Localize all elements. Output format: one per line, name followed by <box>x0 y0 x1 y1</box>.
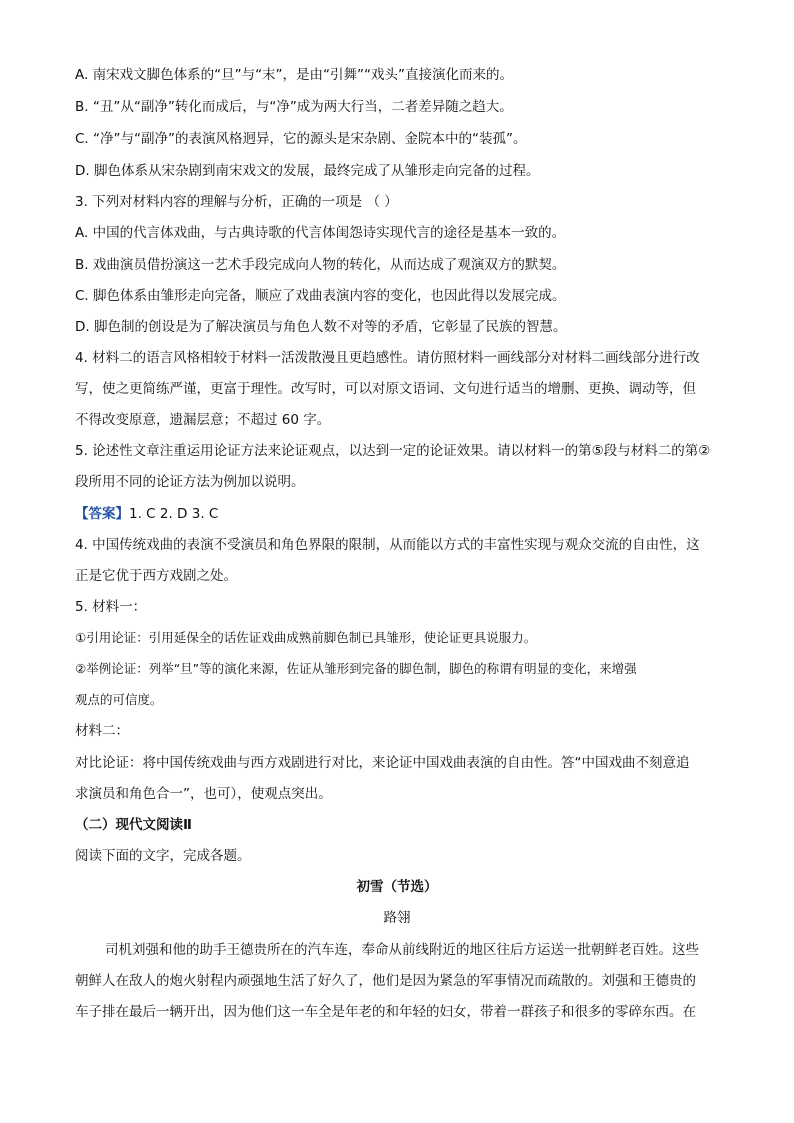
answer-choices: 1. C 2. D 3. C <box>129 506 219 522</box>
q5-line-2: 段所用不同的论证方法为例加以说明。 <box>75 474 305 490</box>
passage-line-2: 朝鲜人在敌人的炮火射程内顽强地生活了好久了，他们是因为紧急的军事情况而疏散的。刘强和王德贵的 <box>75 973 696 989</box>
answer-5-m2-head: 材料二： <box>75 723 129 739</box>
q3-option-a: A. 中国的代言体戏曲，与古典诗歌的代言体闺怨诗实现代言的途径是基本一致的。 <box>75 225 566 241</box>
q2-option-a: A. 南宋戏文脚色体系的“旦”与“末”，是由“引舞”“戏头”直接演化而来的。 <box>75 67 514 83</box>
passage-author: 路翎 <box>383 910 411 926</box>
q3-option-d: D. 脚色制的创设是为了解决演员与角色人数不对等的矛盾，它彰显了民族的智慧。 <box>75 319 567 335</box>
q5-line-1: 5. 论述性文章注重运用论证方法来论证观点，以达到一定的论证效果。请以材料一的第⑤段与材料二的第② <box>75 443 711 459</box>
q2-option-c: C. “净”与“副净”的表演风格迥异，它的源头是宋杂剧、金院本中的“装孤”。 <box>75 131 527 147</box>
answer-tag: 【答案】 <box>75 506 129 522</box>
q3-option-b: B. 戏曲演员借扮演这一艺术手段完成向人物的转化，从而达成了观演双方的默契。 <box>75 257 566 273</box>
q4-line-2: 写，使之更简练严谨，更富于理性。改写时，可以对原文语词、文句进行适当的增删、更换、调动等，但 <box>75 381 696 397</box>
answer-5-m1-line-1: ①引用论证：引用延保全的话佐证戏曲成熟前脚色制已具雏形，使论证更具说服力。 <box>75 630 537 645</box>
passage-title: 初雪（节选） <box>356 879 438 895</box>
q2-option-d: D. 脚色体系从宋杂剧到南宋戏文的发展，最终完成了从雏形走向完备的过程。 <box>75 163 540 179</box>
answer-5-m1-line-2: ②举例论证：列举“旦”等的演化来源，佐证从雏形到完备的脚色制，脚色的称谓有明显的变化，来增强 <box>75 661 637 676</box>
answer-5-m2-line-1: 对比论证：将中国传统戏曲与西方戏剧进行对比，来论证中国戏曲表演的自由性。答“中国戏曲不刻意追 <box>75 755 690 771</box>
q2-option-b: B. “丑”从“副净”转化而成后，与“净”成为两大行当，二者差异随之趋大。 <box>75 99 513 115</box>
q4-line-3: 不得改变原意，遗漏层意；不超过 60 字。 <box>75 412 331 428</box>
section-instruction: 阅读下面的文字，完成各题。 <box>75 848 251 864</box>
passage-line-3: 车子排在最后一辆开出，因为他们这一车全是年老的和年轻的妇女，带着一群孩子和很多的零碎东西。在 <box>75 1004 696 1020</box>
q3-stem: 3. 下列对材料内容的理解与分析，正确的一项是 （ ） <box>75 194 398 210</box>
answer-5-m1-line-3: 观点的可信度。 <box>75 692 163 707</box>
passage-line-1: 司机刘强和他的助手王德贵所在的汽车连，奉命从前线附近的地区往后方运送一批朝鲜老百姓。这些 <box>105 942 699 958</box>
q3-option-c: C. 脚色体系由雏形走向完备，顺应了戏曲表演内容的变化，也因此得以发展完成。 <box>75 288 566 304</box>
answer-5-m2-line-2: 求演员和角色合一”，也可），使观点突出。 <box>75 786 332 802</box>
section-heading: （二）现代文阅读Ⅱ <box>75 817 192 833</box>
answer-line <box>75 504 218 524</box>
answer-4-line-1: 4. 中国传统戏曲的表演不受演员和角色界限的限制，从而能以方式的丰富性实现与观众交流的自由性，这 <box>75 537 700 553</box>
answer-5-head: 5. 材料一： <box>75 599 147 615</box>
q4-line-1: 4. 材料二的语言风格相较于材料一活泼散漫且更趋感性。请仿照材料一画线部分对材料二画线部分进行改 <box>75 350 700 366</box>
answer-4-line-2: 正是它优于西方戏剧之处。 <box>75 568 237 584</box>
